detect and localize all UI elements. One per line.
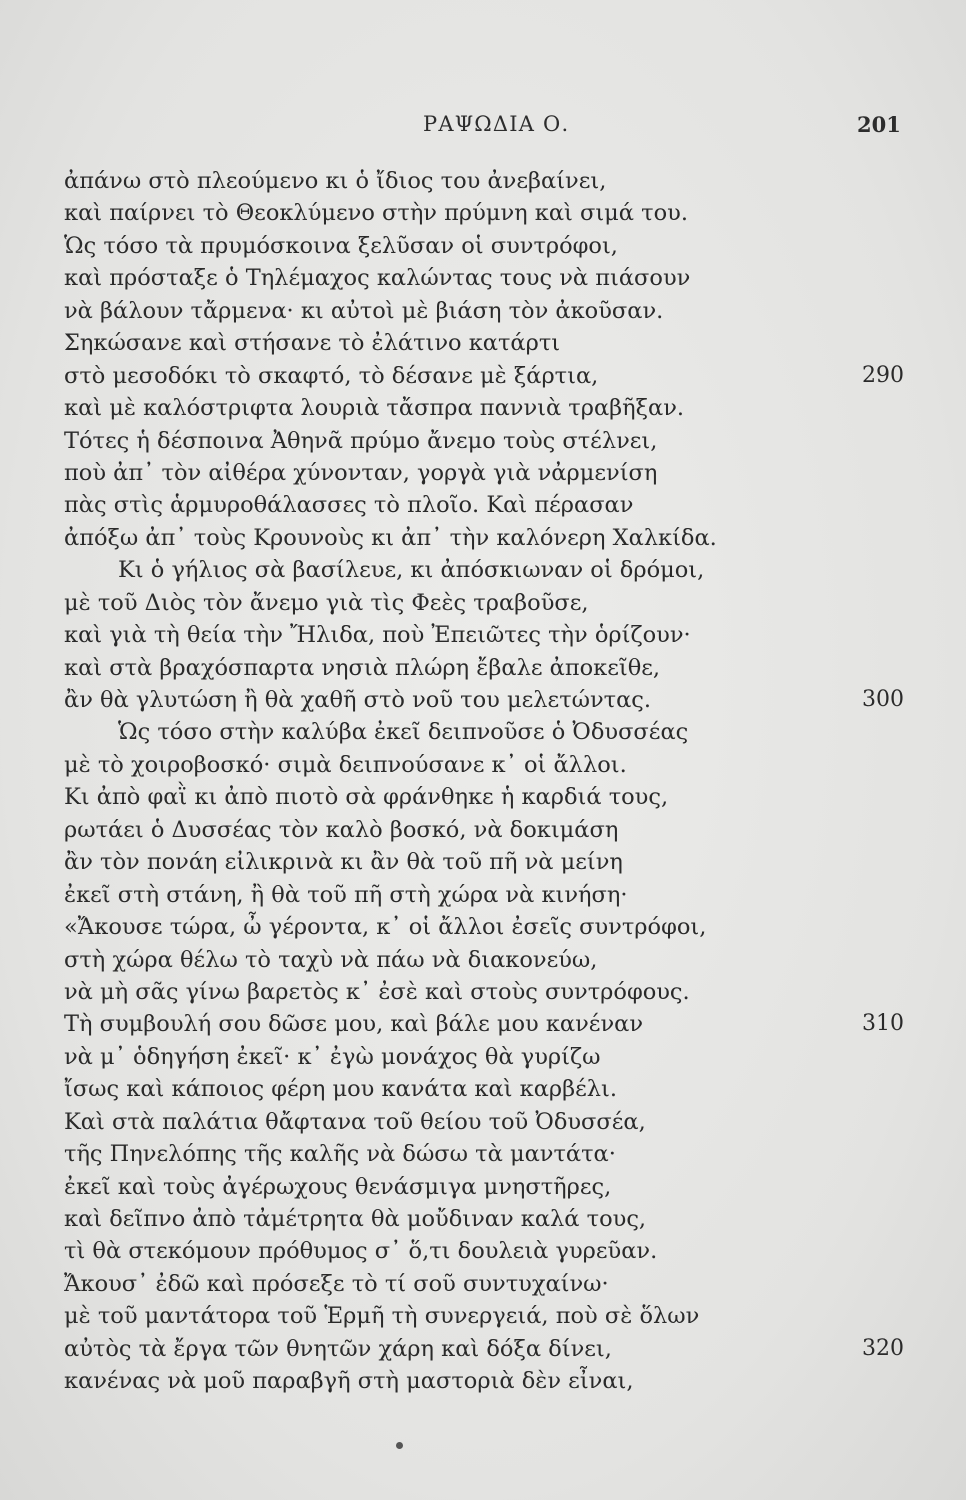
verse-text: Καὶ στὰ παλάτια θἄφτανα τοῦ θείου τοῦ Ὀδυσσέα, <box>64 1108 646 1135</box>
verse-line <box>64 1106 904 1138</box>
verse-text: τῆς Πηνελόπης τῆς καλῆς νὰ δώσω τὰ μαντάτα· <box>64 1141 616 1168</box>
verse-text: μὲ τοῦ Διὸς τὸν ἄνεμο γιὰ τὶς Φεὲς τραβοῦσε, <box>64 589 589 616</box>
page-number: 201 <box>857 112 901 137</box>
verse-text: καὶ στὰ βραχόσπαρτα νησιὰ πλώρη ἔβαλε ἀποκεῖθε, <box>64 654 661 681</box>
verse-line <box>64 814 904 846</box>
verse-text: Ὡς τόσο τὰ πρυμόσκοινα ξελῦσαν οἱ συντρόφοι, <box>64 232 618 259</box>
verse-line <box>64 554 904 586</box>
verse-line <box>64 1268 904 1300</box>
verse-line <box>64 197 904 229</box>
verse-text: κανένας νὰ μοῦ παραβγῆ στὴ μαστοριὰ δὲν εἶναι, <box>64 1368 634 1395</box>
verse-line <box>64 749 904 781</box>
verse-text: ἐκεῖ καὶ τοὺς ἀγέρωχους θενάσμιγα μνηστῆρες, <box>64 1173 612 1200</box>
verse-line <box>64 976 904 1008</box>
verse-line <box>64 1300 904 1332</box>
verse-text: ἀπάνω στὸ πλεούμενο κι ὁ ἴδιος του ἀνεβαίνει, <box>64 168 607 194</box>
verse-text: νὰ μ᾽ ὁδηγήση ἐκεῖ· κ᾽ ἐγὼ μονάχος θὰ γυρίζω <box>64 1043 601 1070</box>
verse-line <box>64 1008 904 1040</box>
line-number: 310 <box>862 1011 904 1037</box>
verse-text: στὸ μεσοδόκι τὸ σκαφτό, τὸ δέσανε μὲ ξάρτια, <box>64 362 599 389</box>
verse-line <box>64 652 904 684</box>
verse-line <box>64 489 904 521</box>
verse-text: καὶ γιὰ τὴ θεία τὴν Ἤλιδα, ποὺ Ἐπειῶτες τὴν ὁρίζουν· <box>64 622 691 649</box>
verse-line <box>64 587 904 619</box>
verse-line <box>64 230 904 262</box>
page-header <box>0 112 966 142</box>
verse-text: πὰς στὶς ἁρμυροθάλασσες τὸ πλοῖο. Καὶ πέρασαν <box>64 492 634 519</box>
verse-line <box>64 1203 904 1235</box>
verse-text: ἀπόξω ἀπ᾽ τοὺς Κρουνοὺς κι ἀπ᾽ τὴν καλόνερη Χαλκίδα. <box>64 524 717 551</box>
verse-line <box>64 1171 904 1203</box>
verse-text: Ἄκουσ᾽ ἐδῶ καὶ πρόσεξε τὸ τί σοῦ συντυχαίνω· <box>64 1270 609 1297</box>
verse-line <box>64 911 904 943</box>
verse-text: μὲ τὸ χοιροβοσκό· σιμὰ δειπνούσανε κ᾽ οἱ ἄλλοι. <box>64 751 627 778</box>
verse-text: Ὡς τόσο στὴν καλύβα ἐκεῖ δειπνοῦσε ὁ Ὀδυσσέας <box>118 719 689 746</box>
verse-text: νὰ βάλουν τἄρμενα· κι αὐτοὶ μὲ βιάση τὸν ἀκοῦσαν. <box>64 297 664 324</box>
verse-text: Σηκώσανε καὶ στήσανε τὸ ἐλάτινο κατάρτι <box>64 330 561 357</box>
verse-line <box>64 781 904 813</box>
verse-line <box>64 295 904 327</box>
line-number: 320 <box>862 1335 904 1361</box>
verse-text: ἂν θὰ γλυτώση ἢ θὰ χαθῆ στὸ νοῦ του μελετώντας. <box>64 687 652 713</box>
verse-line <box>64 1333 904 1365</box>
verse-text: ἂν τὸν πονάη εἰλικρινὰ κι ἂν θὰ τοῦ πῆ νὰ μείνη <box>64 849 623 876</box>
verse-line <box>64 1365 904 1397</box>
verse-text: καὶ παίρνει τὸ Θεοκλύμενο στὴν πρύμνη καὶ σιμά του. <box>64 200 688 227</box>
verse-line <box>64 879 904 911</box>
verse-line <box>64 716 904 748</box>
verse-line <box>64 619 904 651</box>
verse-text: μὲ τοῦ μαντάτορα τοῦ Ἑρμῆ τὴ συνεργειά, ποὺ σὲ ὅλων <box>64 1303 700 1330</box>
verse-text: αὐτὸς τὰ ἔργα τῶν θνητῶν χάρη καὶ δόξα δίνει, <box>64 1335 612 1362</box>
verse-text: τὶ θὰ στεκόμουν πρόθυμος σ᾽ ὅ,τι δουλειὰ γυρεῦαν. <box>64 1238 658 1265</box>
verse-line <box>64 457 904 489</box>
verse-text: Κι ἀπὸ φαῒ κι ἀπὸ πιοτὸ σὰ φράνθηκε ἡ καρδιά τους, <box>64 784 669 811</box>
verse-line <box>64 1073 904 1105</box>
verse-text: ἐκεῖ στὴ στάνη, ἢ θὰ τοῦ πῆ στὴ χώρα νὰ κινήση· <box>64 881 628 908</box>
verse-text: Κι ὁ γήλιος σὰ βασίλευε, κι ἀπόσκιωναν οἱ δρόμοι, <box>118 557 705 584</box>
verse-text: νὰ μὴ σᾶς γίνω βαρετὸς κ᾽ ἐσὲ καὶ στοὺς συντρόφους. <box>64 978 690 1005</box>
verse-line <box>64 360 904 392</box>
verse-text: ρωτάει ὁ Δυσσέας τὸν καλὸ βοσκό, νὰ δοκιμάση <box>64 816 619 843</box>
verse-text: ἴσως καὶ κάποιος φέρη μου κανάτα καὶ καρβέλι. <box>64 1076 618 1103</box>
verse-line <box>64 327 904 359</box>
verse-text: στὴ χώρα θέλω τὸ ταχὺ νὰ πάω νὰ διακονεύω, <box>64 946 598 973</box>
verse-line <box>64 1235 904 1267</box>
verse-text: καὶ δεῖπνο ἀπὸ τἀμέτρητα θὰ μοὔδιναν καλά τους, <box>64 1206 647 1232</box>
verse-line <box>64 944 904 976</box>
verse-text: Τὴ συμβουλή σου δῶσε μου, καὶ βάλε μου κανέναν <box>64 1011 644 1038</box>
line-number: 290 <box>862 362 904 388</box>
verse-line <box>64 846 904 878</box>
verse-text: «Ἄκουσε τώρα, ὦ γέροντα, κ᾽ οἱ ἄλλοι ἐσεῖς συντρόφοι, <box>64 914 707 941</box>
verse-line <box>64 392 904 424</box>
verse-line <box>64 165 904 197</box>
verse-line <box>64 262 904 294</box>
verse-line <box>64 1138 904 1170</box>
verse-line <box>64 522 904 554</box>
running-title: ΡΑΨΩΔΙΑ Ο. <box>423 112 570 136</box>
verse-line <box>64 1041 904 1073</box>
verse-text: ποὺ ἀπ᾽ τὸν αἰθέρα χύνονταν, γοργὰ γιὰ νἀρμενίση <box>64 459 658 486</box>
line-number: 300 <box>862 687 904 712</box>
verse-text: καὶ πρόσταξε ὁ Τηλέμαχος καλώντας τους νὰ πιάσουν <box>64 265 691 292</box>
verse-text: καὶ μὲ καλόστριφτα λουριὰ τἄσπρα παννιὰ τραβῆξαν. <box>64 395 685 422</box>
verse-line <box>64 684 904 716</box>
verse-line <box>64 425 904 457</box>
verse-text: Τότες ἡ δέσποινα Ἀθηνᾶ πρύμο ἄνεμο τοὺς στέλνει, <box>64 427 658 454</box>
verse-block <box>64 165 904 1398</box>
printed-dot <box>396 1442 403 1449</box>
